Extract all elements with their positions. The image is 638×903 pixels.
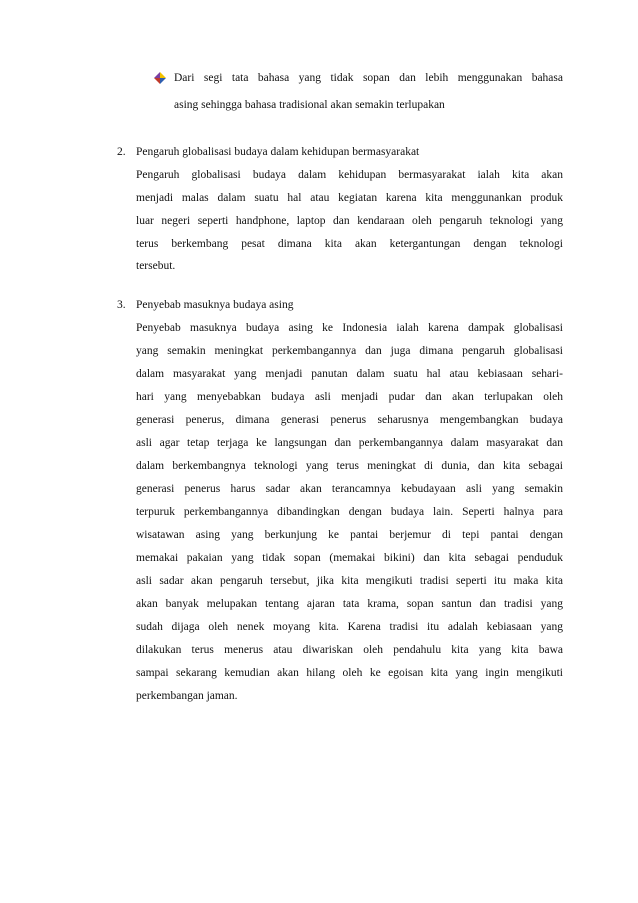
- paragraph-line: terus berkembang pesat dimana kita akan ketergantungan dengan teknologi: [136, 238, 563, 250]
- bullet-text-line: Dari segi tata bahasa yang tidak sopan dan lebih menggunakan bahasa: [174, 72, 563, 84]
- paragraph-line: terpuruk perkembangannya dibandingkan dengan budaya lain. Seperti halnya para: [136, 506, 563, 518]
- paragraph-line: perkembangan jaman.: [136, 690, 238, 702]
- paragraph-line: akan banyak melupakan tentang ajaran tata krama, sopan santun dan tradisi yang: [136, 598, 563, 610]
- bullet-text-line: asing sehingga bahasa tradisional akan semakin terlupakan: [174, 99, 445, 111]
- paragraph-line: sampai sekarang kemudian akan hilang oleh ke egoisan kita yang ingin mengikuti: [136, 667, 563, 679]
- paragraph-line: asli agar tetap terjaga ke langsungan dan perkembangannya dalam masyarakat dan: [136, 437, 563, 449]
- paragraph-line: tersebut.: [136, 260, 176, 272]
- section-heading: Pengaruh globalisasi budaya dalam kehidupan bermasyarakat: [136, 146, 420, 158]
- section-heading: Penyebab masuknya budaya asing: [136, 299, 294, 311]
- paragraph-line: sudah dijaga oleh nenek moyang kita. Karena tradisi itu adalah kebiasaan yang: [136, 621, 563, 633]
- paragraph-line: Pengaruh globalisasi budaya dalam kehidupan bermasyarakat ialah kita akan: [136, 169, 563, 181]
- paragraph-line: generasi penerus, dimana generasi penerus seharusnya mengembangkan budaya: [136, 414, 563, 426]
- paragraph-line: dalam masyarakat yang menjadi panutan dalam suatu hal atau kebiasaan sehari-: [136, 368, 563, 380]
- paragraph-line: yang semakin meningkat perkembangannya dan juga dimana pengaruh globalisasi: [136, 345, 563, 357]
- paragraph-line: menjadi malas dalam suatu hal atau kegiatan karena kita menggunankan produk: [136, 192, 563, 204]
- section-number: 3.: [117, 299, 126, 311]
- paragraph-line: dilakukan terus menerus atau diwariskan oleh pendahulu kita yang kita bawa: [136, 644, 563, 656]
- paragraph-line: asli sadar akan pengaruh tersebut, jika kita mengikuti tradisi seperti itu maka kita: [136, 575, 563, 587]
- paragraph-line: dalam berkembangnya teknologi yang terus meningkat di dunia, dan kita sebagai: [136, 460, 563, 472]
- paragraph-line: generasi penerus harus sadar akan terancamnya kebudayaan asli yang semakin: [136, 483, 563, 495]
- paragraph-line: wisatawan asing yang berkunjung ke pantai berjemur di tepi pantai dengan: [136, 529, 563, 541]
- paragraph-line: luar negeri seperti handphone, laptop dan kendaraan oleh pengaruh teknologi yang: [136, 215, 563, 227]
- paragraph-line: Penyebab masuknya budaya asing ke Indonesia ialah karena dampak globalisasi: [136, 322, 563, 334]
- paragraph-line: hari yang menyebabkan budaya asli menjadi pudar dan akan terlupakan oleh: [136, 391, 563, 403]
- four-color-diamond-bullet-icon: [154, 72, 166, 84]
- paragraph-line: memakai pakaian yang tidak sopan (memakai bikini) dan kita sebagai penduduk: [136, 552, 563, 564]
- section-number: 2.: [117, 146, 126, 158]
